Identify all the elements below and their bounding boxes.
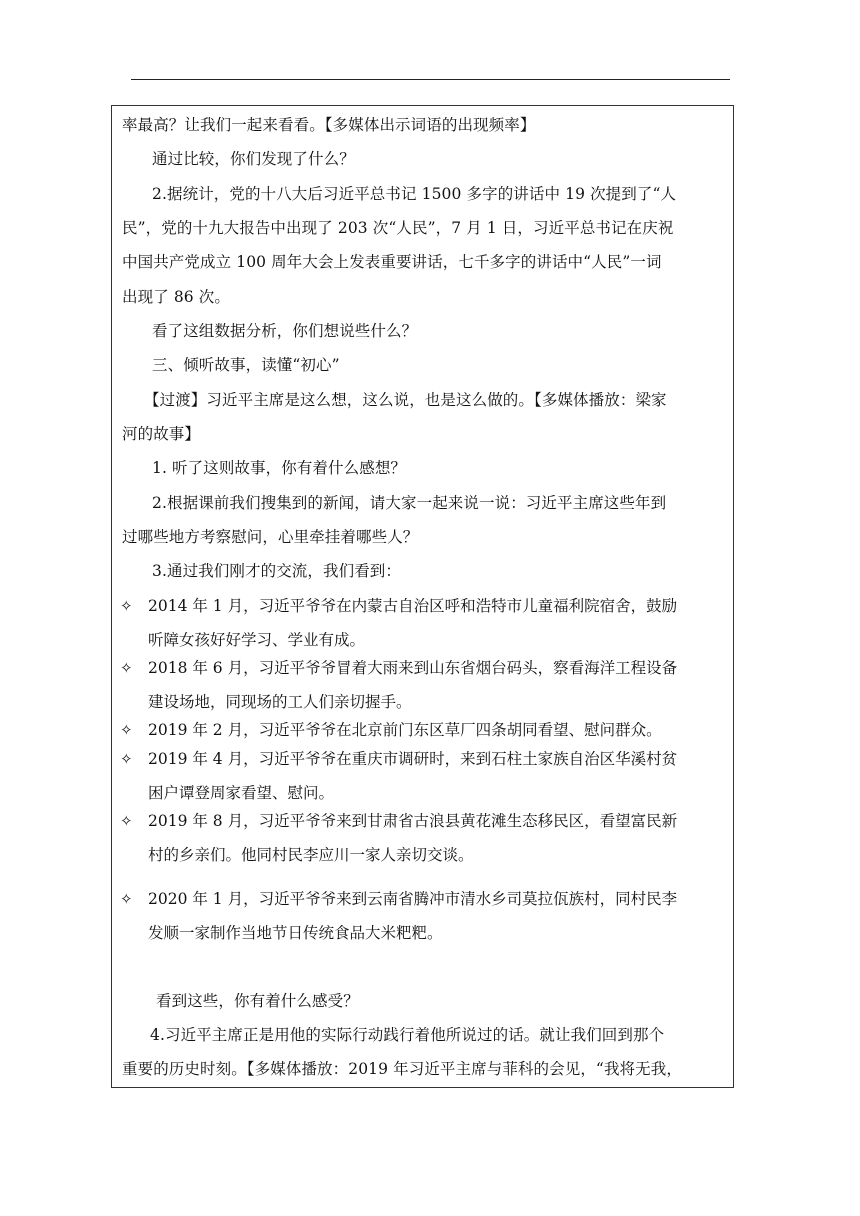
text-line: 民”，党的十九大报告中出现了 203 次“人民”，7 月 1 日，习近平总书记在庆祝 — [122, 219, 674, 237]
lesson-table-cell — [111, 105, 734, 1088]
diamond-bullet-icon: ✧ — [120, 890, 133, 908]
text-line: 看到这些，你有着什么感受？ — [156, 992, 359, 1010]
text-line: 3.通过我们刚才的交流，我们看到： — [152, 562, 401, 580]
diamond-bullet-icon: ✧ — [120, 812, 133, 830]
text-line: 【过渡】习近平主席是这么想，这么说，也是这么做的。【多媒体播放：梁家 — [144, 391, 667, 409]
text-line: 2.据统计，党的十八大后习近平总书记 1500 多字的讲话中 19 次提到了“人 — [152, 185, 677, 203]
text-line: 4.习近平主席正是用他的实际行动践行着他所说过的话。就让我们回到那个 — [150, 1026, 665, 1044]
bullet-text: 村的乡亲们。他同村民李应川一家人亲切交谈。 — [148, 846, 474, 864]
text-line: 通过比较，你们发现了什么？ — [152, 150, 355, 168]
diamond-bullet-icon: ✧ — [120, 721, 133, 739]
section-heading: 三、倾听故事，读懂“初心” — [152, 356, 340, 374]
text-line: 2.根据课前我们搜集到的新闻，请大家一起来说一说：习近平主席这些年到 — [152, 494, 667, 512]
text-line: 率最高？让我们一起来看看。【多媒体出示词语的出现频率】 — [122, 116, 536, 134]
text-line: 出现了 86 次。 — [122, 288, 230, 306]
text-line: 重要的历史时刻。【多媒体播放：2019 年习近平主席与菲科的会见，“我将无我， — [122, 1060, 682, 1078]
text-line: 1. 听了这则故事，你有着什么感想？ — [152, 459, 407, 477]
bullet-text: 2019 年 8 月，习近平爷爷来到甘肃省古浪县黄花滩生态移民区，看望富民新 — [148, 812, 678, 830]
diamond-bullet-icon: ✧ — [120, 750, 133, 768]
diamond-bullet-icon: ✧ — [120, 597, 133, 615]
bullet-text: 2020 年 1 月，习近平爷爷来到云南省腾冲市清水乡司莫拉佤族村，同村民李 — [148, 890, 678, 908]
bullet-text: 建设场地，同现场的工人们亲切握手。 — [148, 693, 412, 711]
bullet-text: 发顺一家制作当地节日传统食品大米粑粑。 — [148, 924, 443, 942]
text-line: 河的故事】 — [122, 425, 201, 443]
bullet-text: 2019 年 4 月，习近平爷爷在重庆市调研时，来到石柱土家族自治区华溪村贫 — [148, 750, 678, 768]
page-header-rule — [131, 79, 730, 80]
bullet-text: 困户谭登周家看望、慰问。 — [148, 784, 335, 802]
diamond-bullet-icon: ✧ — [120, 659, 133, 677]
bullet-text: 2014 年 1 月，习近平爷爷在内蒙古自治区呼和浩特市儿童福利院宿舍，鼓励 — [148, 597, 678, 615]
text-line: 过哪些地方考察慰问，心里牵挂着哪些人？ — [122, 528, 419, 546]
bullet-text: 2018 年 6 月，习近平爷爷冒着大雨来到山东省烟台码头，察看海洋工程设备 — [148, 659, 678, 677]
text-line: 中国共产党成立 100 周年大会上发表重要讲话，七千多字的讲话中“人民”一词 — [122, 253, 662, 271]
bullet-text: 听障女孩好好学习、学业有成。 — [148, 631, 366, 649]
text-line: 看了这组数据分析，你们想说些什么？ — [152, 322, 418, 340]
bullet-text: 2019 年 2 月，习近平爷爷在北京前门东区草厂四条胡同看望、慰问群众。 — [148, 721, 662, 739]
